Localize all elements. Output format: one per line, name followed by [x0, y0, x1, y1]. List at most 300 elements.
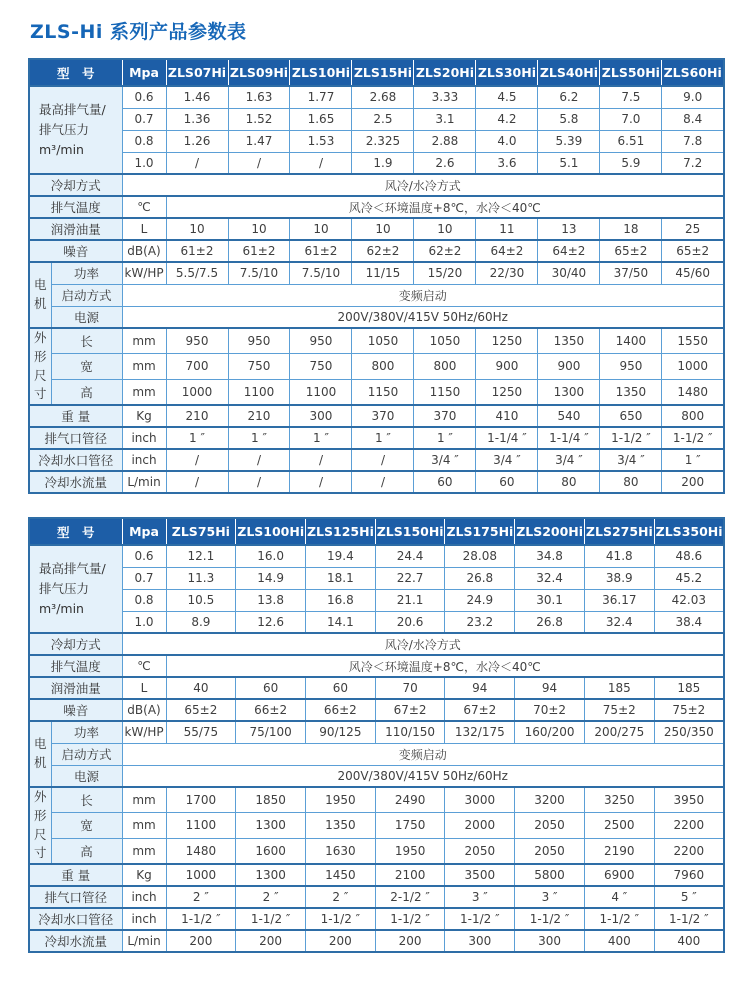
value-cell: 67±2	[375, 699, 445, 721]
section-label-line: 最高排气量/	[39, 561, 106, 576]
group-label-char: 外	[33, 330, 47, 345]
value-cell: /	[166, 471, 228, 493]
pressure-cell: 1.0	[122, 152, 166, 174]
unit-cell: kW/HP	[122, 262, 166, 284]
pressure-cell: 1.0	[122, 611, 166, 633]
value-cell: 21.1	[375, 589, 445, 611]
value-cell: 4.2	[476, 108, 538, 130]
model-header: ZLS125Hi	[305, 518, 375, 545]
table-row	[29, 655, 724, 677]
table-row	[29, 813, 724, 839]
value-cell: 2.325	[352, 130, 414, 152]
table-row	[29, 174, 724, 196]
value-cell: 3200	[515, 787, 585, 813]
value-cell: 75±2	[654, 699, 724, 721]
group-label-char: 机	[33, 296, 47, 311]
value-cell: 185	[654, 677, 724, 699]
value-cell: 65±2	[166, 699, 236, 721]
value-cell: 40	[166, 677, 236, 699]
value-cell: 60	[476, 471, 538, 493]
model-header: ZLS15Hi	[352, 59, 414, 86]
table-row	[29, 108, 724, 130]
row-label: 冷却水口管径	[29, 449, 122, 471]
value-cell: 750	[290, 354, 352, 380]
value-cell: 3950	[654, 787, 724, 813]
value-cell: 5.8	[538, 108, 600, 130]
model-header: ZLS275Hi	[584, 518, 654, 545]
value-cell: 11.3	[166, 567, 236, 589]
model-header: ZLS07Hi	[166, 59, 228, 86]
value-cell: 26.8	[515, 611, 585, 633]
value-cell: 400	[654, 930, 724, 952]
value-cell: 1480	[166, 838, 236, 864]
unit-cell: inch	[122, 449, 166, 471]
value-cell: 5.5/7.5	[166, 262, 228, 284]
value-cell: 540	[538, 405, 600, 427]
value-cell: 1-1/2 ″	[584, 908, 654, 930]
group-label-text	[30, 735, 51, 773]
value-cell: 200	[375, 930, 445, 952]
value-cell: 4.0	[476, 130, 538, 152]
value-cell: 38.9	[584, 567, 654, 589]
value-cell: 200	[662, 471, 724, 493]
value-cell: 10	[290, 218, 352, 240]
model-header: ZLS350Hi	[654, 518, 724, 545]
section-label-line: 排气压力	[39, 122, 90, 137]
value-cell: 12.6	[236, 611, 306, 633]
row-label: 重 量	[29, 405, 122, 427]
spec-table-1-container	[28, 58, 725, 494]
unit-cell: mm	[122, 813, 166, 839]
value-cell: 20.6	[375, 611, 445, 633]
table-row	[29, 886, 724, 908]
model-header: ZLS100Hi	[236, 518, 306, 545]
value-cell: 48.6	[654, 545, 724, 567]
table-row	[29, 567, 724, 589]
value-cell: 1480	[662, 379, 724, 405]
value-cell: /	[290, 152, 352, 174]
value-cell: 2 ″	[305, 886, 375, 908]
value-cell: 5 ″	[654, 886, 724, 908]
value-cell: 5.1	[538, 152, 600, 174]
value-cell: 1050	[352, 328, 414, 354]
value-cell: 2050	[445, 838, 515, 864]
value-cell: 45/60	[662, 262, 724, 284]
row-label: 功率	[51, 262, 122, 284]
row-label: 冷却方式	[29, 174, 122, 196]
value-cell: 1-1/4 ″	[476, 427, 538, 449]
value-cell: 1-1/4 ″	[538, 427, 600, 449]
value-cell: 1050	[414, 328, 476, 354]
row-label: 功率	[51, 721, 122, 743]
merged-value-cell: 风冷/水冷方式	[122, 633, 724, 655]
merged-value-cell: 风冷＜环境温度+8℃，水冷＜40℃	[166, 196, 724, 218]
value-cell: 1-1/2 ″	[600, 427, 662, 449]
table-row	[29, 677, 724, 699]
value-cell: 2100	[375, 864, 445, 886]
value-cell: /	[290, 449, 352, 471]
row-label: 润滑油量	[29, 677, 122, 699]
value-cell: 45.2	[654, 567, 724, 589]
col-header-pressure: Mpa	[122, 518, 166, 545]
model-header: ZLS40Hi	[538, 59, 600, 86]
group-label-char: 尺	[33, 826, 47, 842]
value-cell: 2.68	[352, 86, 414, 108]
value-cell: 7.5	[600, 86, 662, 108]
table-row	[29, 787, 724, 813]
row-label: 排气温度	[29, 655, 122, 677]
row-label: 高	[51, 838, 122, 864]
unit-cell: ℃	[122, 196, 166, 218]
table-row	[29, 427, 724, 449]
spec-table	[28, 58, 725, 494]
value-cell: 1.46	[166, 86, 228, 108]
table-row	[29, 306, 724, 328]
value-cell: /	[352, 449, 414, 471]
row-label: 高	[51, 379, 122, 405]
value-cell: 210	[166, 405, 228, 427]
value-cell: 11/15	[352, 262, 414, 284]
value-cell: 1.52	[228, 108, 290, 130]
value-cell: 60	[414, 471, 476, 493]
value-cell: 70	[375, 677, 445, 699]
group-label	[29, 262, 51, 328]
value-cell: 14.9	[236, 567, 306, 589]
value-cell: 2500	[584, 813, 654, 839]
value-cell: 110/150	[375, 721, 445, 743]
section-label-line: 排气压力	[39, 581, 90, 596]
model-header: ZLS175Hi	[445, 518, 515, 545]
value-cell: 185	[584, 677, 654, 699]
value-cell: 1100	[228, 379, 290, 405]
row-label: 长	[51, 787, 122, 813]
model-header: ZLS150Hi	[375, 518, 445, 545]
col-header-pressure: Mpa	[122, 59, 166, 86]
value-cell: 7960	[654, 864, 724, 886]
row-label: 长	[51, 328, 122, 354]
row-label: 电源	[51, 765, 122, 787]
merged-value-cell: 变频启动	[122, 284, 724, 306]
unit-cell: L/min	[122, 471, 166, 493]
table-row	[29, 152, 724, 174]
value-cell: 30/40	[538, 262, 600, 284]
value-cell: 37/50	[600, 262, 662, 284]
table-row	[29, 284, 724, 306]
value-cell: 2200	[654, 838, 724, 864]
value-cell: 3/4 ″	[600, 449, 662, 471]
value-cell: 18	[600, 218, 662, 240]
value-cell: 1 ″	[228, 427, 290, 449]
value-cell: 2000	[445, 813, 515, 839]
table-row	[29, 471, 724, 493]
value-cell: 1600	[236, 838, 306, 864]
value-cell: 1000	[166, 864, 236, 886]
value-cell: 94	[515, 677, 585, 699]
value-cell: /	[228, 449, 290, 471]
value-cell: 62±2	[414, 240, 476, 262]
value-cell: 80	[600, 471, 662, 493]
table-row	[29, 379, 724, 405]
group-label-char: 外	[33, 789, 47, 804]
value-cell: 2.5	[352, 108, 414, 130]
value-cell: 7.5/10	[290, 262, 352, 284]
value-cell: 1450	[305, 864, 375, 886]
pressure-cell: 0.8	[122, 589, 166, 611]
value-cell: 300	[290, 405, 352, 427]
value-cell: 1100	[290, 379, 352, 405]
model-header: ZLS75Hi	[166, 518, 236, 545]
value-cell: 1-1/2 ″	[305, 908, 375, 930]
value-cell: 2-1/2 ″	[375, 886, 445, 908]
value-cell: 3 ″	[445, 886, 515, 908]
value-cell: 1-1/2 ″	[375, 908, 445, 930]
table-row	[29, 328, 724, 354]
value-cell: 300	[515, 930, 585, 952]
unit-cell: mm	[122, 354, 166, 380]
value-cell: 1-1/2 ″	[166, 908, 236, 930]
value-cell: /	[166, 449, 228, 471]
value-cell: 32.4	[515, 567, 585, 589]
model-header: ZLS09Hi	[228, 59, 290, 86]
row-label: 冷却水流量	[29, 471, 122, 493]
table-row	[29, 721, 724, 743]
value-cell: 1.77	[290, 86, 352, 108]
table-row	[29, 930, 724, 952]
model-header: ZLS10Hi	[290, 59, 352, 86]
value-cell: 60	[236, 677, 306, 699]
group-label-text	[30, 329, 51, 404]
value-cell: 1250	[476, 379, 538, 405]
value-cell: 10.5	[166, 589, 236, 611]
value-cell: 22.7	[375, 567, 445, 589]
value-cell: 61±2	[290, 240, 352, 262]
pressure-cell: 0.7	[122, 108, 166, 130]
value-cell: 2 ″	[166, 886, 236, 908]
row-label: 冷却水流量	[29, 930, 122, 952]
value-cell: 1100	[166, 813, 236, 839]
merged-value-cell: 变频启动	[122, 743, 724, 765]
row-label: 冷却水口管径	[29, 908, 122, 930]
value-cell: 34.8	[515, 545, 585, 567]
value-cell: 3 ″	[515, 886, 585, 908]
value-cell: 410	[476, 405, 538, 427]
value-cell: 800	[352, 354, 414, 380]
value-cell: 132/175	[445, 721, 515, 743]
value-cell: 90/125	[305, 721, 375, 743]
section-label-line: m³/min	[39, 601, 84, 616]
pressure-cell: 0.6	[122, 86, 166, 108]
group-label-char: 寸	[33, 845, 47, 861]
table-row	[29, 405, 724, 427]
unit-cell: dB(A)	[122, 699, 166, 721]
value-cell: 6.2	[538, 86, 600, 108]
row-label: 排气温度	[29, 196, 122, 218]
value-cell: 55/75	[166, 721, 236, 743]
value-cell: 15/20	[414, 262, 476, 284]
value-cell: 38.4	[654, 611, 724, 633]
value-cell: 61±2	[166, 240, 228, 262]
spec-table-2-container	[28, 517, 725, 953]
value-cell: 2 ″	[236, 886, 306, 908]
merged-value-cell: 风冷/水冷方式	[122, 174, 724, 196]
value-cell: 70±2	[515, 699, 585, 721]
col-header-model: 型 号	[29, 518, 122, 545]
value-cell: 370	[352, 405, 414, 427]
value-cell: 1.26	[166, 130, 228, 152]
value-cell: 1 ″	[414, 427, 476, 449]
value-cell: 75/100	[236, 721, 306, 743]
value-cell: 3000	[445, 787, 515, 813]
model-header: ZLS60Hi	[662, 59, 724, 86]
group-label-char: 机	[33, 755, 47, 770]
row-label: 冷却方式	[29, 633, 122, 655]
group-label	[29, 787, 51, 864]
unit-cell: kW/HP	[122, 721, 166, 743]
value-cell: 3/4 ″	[476, 449, 538, 471]
table-row	[29, 864, 724, 886]
unit-cell: mm	[122, 328, 166, 354]
value-cell: 5.9	[600, 152, 662, 174]
unit-cell: Kg	[122, 864, 166, 886]
unit-cell: L	[122, 218, 166, 240]
table-row	[29, 699, 724, 721]
value-cell: 1150	[352, 379, 414, 405]
table-row	[29, 908, 724, 930]
value-cell: 61±2	[228, 240, 290, 262]
value-cell: 42.03	[654, 589, 724, 611]
row-label: 启动方式	[51, 284, 122, 306]
value-cell: 13	[538, 218, 600, 240]
table-row	[29, 545, 724, 567]
value-cell: 1300	[236, 864, 306, 886]
model-header: ZLS20Hi	[414, 59, 476, 86]
value-cell: 1-1/2 ″	[662, 427, 724, 449]
value-cell: 22/30	[476, 262, 538, 284]
value-cell: 16.0	[236, 545, 306, 567]
value-cell: 80	[538, 471, 600, 493]
table-row	[29, 196, 724, 218]
value-cell: 370	[414, 405, 476, 427]
page-title: ZLS-Hi 系列产品参数表	[30, 21, 247, 43]
value-cell: 7.8	[662, 130, 724, 152]
value-cell: 16.8	[305, 589, 375, 611]
table-row	[29, 633, 724, 655]
unit-cell: mm	[122, 787, 166, 813]
model-header: ZLS200Hi	[515, 518, 585, 545]
value-cell: 650	[600, 405, 662, 427]
unit-cell: mm	[122, 379, 166, 405]
unit-cell: inch	[122, 908, 166, 930]
value-cell: 200	[305, 930, 375, 952]
value-cell: 2050	[515, 838, 585, 864]
value-cell: 10	[166, 218, 228, 240]
value-cell: 1.9	[352, 152, 414, 174]
value-cell: 1750	[375, 813, 445, 839]
value-cell: 1.53	[290, 130, 352, 152]
unit-cell: ℃	[122, 655, 166, 677]
value-cell: 94	[445, 677, 515, 699]
value-cell: 8.9	[166, 611, 236, 633]
value-cell: 3/4 ″	[414, 449, 476, 471]
section-label-line: m³/min	[39, 142, 84, 157]
unit-cell: mm	[122, 838, 166, 864]
value-cell: 64±2	[476, 240, 538, 262]
header-row	[29, 518, 724, 545]
value-cell: 67±2	[445, 699, 515, 721]
row-label: 宽	[51, 813, 122, 839]
group-label-char: 形	[33, 807, 47, 823]
value-cell: /	[290, 471, 352, 493]
row-label: 排气口管径	[29, 427, 122, 449]
value-cell: 1150	[414, 379, 476, 405]
value-cell: 3.33	[414, 86, 476, 108]
unit-cell: inch	[122, 886, 166, 908]
value-cell: 1950	[375, 838, 445, 864]
value-cell: 1350	[538, 328, 600, 354]
value-cell: 1400	[600, 328, 662, 354]
unit-cell: dB(A)	[122, 240, 166, 262]
value-cell: 28.08	[445, 545, 515, 567]
group-label-char: 尺	[33, 367, 47, 383]
pressure-cell: 0.7	[122, 567, 166, 589]
value-cell: 750	[228, 354, 290, 380]
spec-table	[28, 517, 725, 953]
value-cell: 200	[166, 930, 236, 952]
value-cell: 30.1	[515, 589, 585, 611]
value-cell: 1550	[662, 328, 724, 354]
value-cell: 10	[352, 218, 414, 240]
unit-cell: inch	[122, 427, 166, 449]
value-cell: 2200	[654, 813, 724, 839]
value-cell: 1700	[166, 787, 236, 813]
value-cell: 1300	[236, 813, 306, 839]
value-cell: 2490	[375, 787, 445, 813]
value-cell: 5800	[515, 864, 585, 886]
row-label: 噪音	[29, 699, 122, 721]
value-cell: 24.9	[445, 589, 515, 611]
table-row	[29, 218, 724, 240]
value-cell: /	[228, 152, 290, 174]
value-cell: 12.1	[166, 545, 236, 567]
unit-cell: Kg	[122, 405, 166, 427]
value-cell: 23.2	[445, 611, 515, 633]
row-label: 噪音	[29, 240, 122, 262]
group-label-char: 电	[33, 736, 47, 752]
value-cell: 1.47	[228, 130, 290, 152]
value-cell: 1950	[305, 787, 375, 813]
value-cell: 18.1	[305, 567, 375, 589]
pressure-cell: 0.6	[122, 545, 166, 567]
value-cell: 1000	[662, 354, 724, 380]
row-label: 排气口管径	[29, 886, 122, 908]
value-cell: 3/4 ″	[538, 449, 600, 471]
value-cell: /	[352, 471, 414, 493]
model-header: ZLS30Hi	[476, 59, 538, 86]
value-cell: 1300	[538, 379, 600, 405]
value-cell: 1000	[166, 379, 228, 405]
value-cell: 1250	[476, 328, 538, 354]
header-row	[29, 59, 724, 86]
table-row	[29, 262, 724, 284]
group-label-text	[30, 276, 51, 314]
group-label-char: 形	[33, 348, 47, 364]
value-cell: 64±2	[538, 240, 600, 262]
value-cell: 11	[476, 218, 538, 240]
value-cell: 19.4	[305, 545, 375, 567]
value-cell: 1 ″	[166, 427, 228, 449]
group-label	[29, 721, 51, 787]
value-cell: 26.8	[445, 567, 515, 589]
